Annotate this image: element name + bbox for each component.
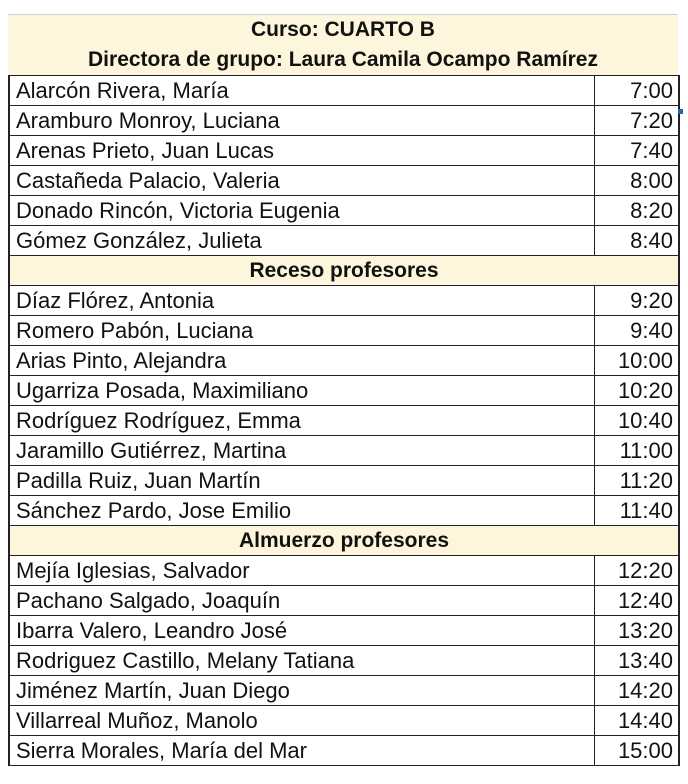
student-name-cell[interactable]: Mejía Iglesias, Salvador — [9, 556, 594, 586]
student-name-cell[interactable]: Jiménez Martín, Juan Diego — [9, 676, 594, 706]
time-slot-cell[interactable]: 10:40 — [594, 406, 679, 436]
student-row — [9, 676, 679, 706]
time-slot-cell[interactable]: 10:20 — [594, 376, 679, 406]
time-slot-cell[interactable]: 14:40 — [594, 706, 679, 736]
student-row — [9, 616, 679, 646]
student-row — [9, 106, 679, 136]
student-row — [9, 196, 679, 226]
time-slot-cell[interactable]: 8:20 — [594, 196, 679, 226]
section-heading[interactable]: Almuerzo profesores — [9, 526, 679, 556]
schedule-rows — [9, 76, 679, 766]
time-slot-cell[interactable]: 10:00 — [594, 346, 679, 376]
time-slot-cell[interactable]: 11:20 — [594, 466, 679, 496]
student-name-cell[interactable]: Rodriguez Castillo, Melany Tatiana — [9, 646, 594, 676]
time-slot-cell[interactable]: 9:20 — [594, 286, 679, 316]
time-slot-cell[interactable]: 7:00 — [594, 76, 679, 106]
student-row — [9, 136, 679, 166]
selection-fill-handle[interactable] — [678, 109, 683, 114]
student-name-cell[interactable]: Gómez González, Julieta — [9, 226, 594, 256]
student-name-cell[interactable]: Aramburo Monroy, Luciana — [9, 106, 594, 136]
student-row — [9, 496, 679, 526]
student-row — [9, 316, 679, 346]
student-name-cell[interactable]: Ibarra Valero, Leandro José — [9, 616, 594, 646]
time-slot-cell[interactable]: 13:40 — [594, 646, 679, 676]
time-slot-cell[interactable]: 9:40 — [594, 316, 679, 346]
student-name-cell[interactable]: Padilla Ruiz, Juan Martín — [9, 466, 594, 496]
time-slot-cell[interactable]: 14:20 — [594, 676, 679, 706]
time-slot-cell[interactable]: 8:00 — [594, 166, 679, 196]
time-slot-cell[interactable]: 12:20 — [594, 556, 679, 586]
student-name-cell[interactable]: Alarcón Rivera, María — [9, 76, 594, 106]
group-director[interactable]: Directora de grupo: Laura Camila Ocampo Ramírez — [8, 45, 678, 75]
section-row — [9, 256, 679, 286]
time-slot-cell[interactable]: 11:00 — [594, 436, 679, 466]
student-name-cell[interactable]: Sánchez Pardo, Jose Emilio — [9, 496, 594, 526]
student-row — [9, 406, 679, 436]
student-name-cell[interactable]: Pachano Salgado, Joaquín — [9, 586, 594, 616]
student-row — [9, 376, 679, 406]
schedule-sheet — [8, 14, 678, 766]
student-row — [9, 76, 679, 106]
student-name-cell[interactable]: Rodríguez Rodríguez, Emma — [9, 406, 594, 436]
student-name-cell[interactable]: Díaz Flórez, Antonia — [9, 286, 594, 316]
student-name-cell[interactable]: Villarreal Muñoz, Manolo — [9, 706, 594, 736]
student-row — [9, 556, 679, 586]
course-title[interactable]: Curso: CUARTO B — [8, 14, 678, 45]
student-name-cell[interactable]: Arias Pinto, Alejandra — [9, 346, 594, 376]
time-slot-cell[interactable]: 8:40 — [594, 226, 679, 256]
schedule-table — [8, 75, 680, 766]
student-name-cell[interactable]: Arenas Prieto, Juan Lucas — [9, 136, 594, 166]
student-name-cell[interactable]: Sierra Morales, María del Mar — [9, 736, 594, 766]
student-name-cell[interactable]: Ugarriza Posada, Maximiliano — [9, 376, 594, 406]
student-row — [9, 286, 679, 316]
student-row — [9, 346, 679, 376]
student-row — [9, 736, 679, 766]
student-row — [9, 436, 679, 466]
student-row — [9, 226, 679, 256]
time-slot-cell[interactable]: 7:20 — [594, 106, 679, 136]
section-row — [9, 526, 679, 556]
section-heading[interactable]: Receso profesores — [9, 256, 679, 286]
time-slot-cell[interactable]: 15:00 — [594, 736, 679, 766]
time-slot-cell[interactable]: 13:20 — [594, 616, 679, 646]
student-row — [9, 646, 679, 676]
time-slot-cell[interactable]: 7:40 — [594, 136, 679, 166]
student-name-cell[interactable]: Donado Rincón, Victoria Eugenia — [9, 196, 594, 226]
time-slot-cell[interactable]: 12:40 — [594, 586, 679, 616]
student-name-cell[interactable]: Castañeda Palacio, Valeria — [9, 166, 594, 196]
student-row — [9, 706, 679, 736]
student-name-cell[interactable]: Jaramillo Gutiérrez, Martina — [9, 436, 594, 466]
student-name-cell[interactable]: Romero Pabón, Luciana — [9, 316, 594, 346]
time-slot-cell[interactable]: 11:40 — [594, 496, 679, 526]
student-row — [9, 586, 679, 616]
student-row — [9, 166, 679, 196]
student-row — [9, 466, 679, 496]
